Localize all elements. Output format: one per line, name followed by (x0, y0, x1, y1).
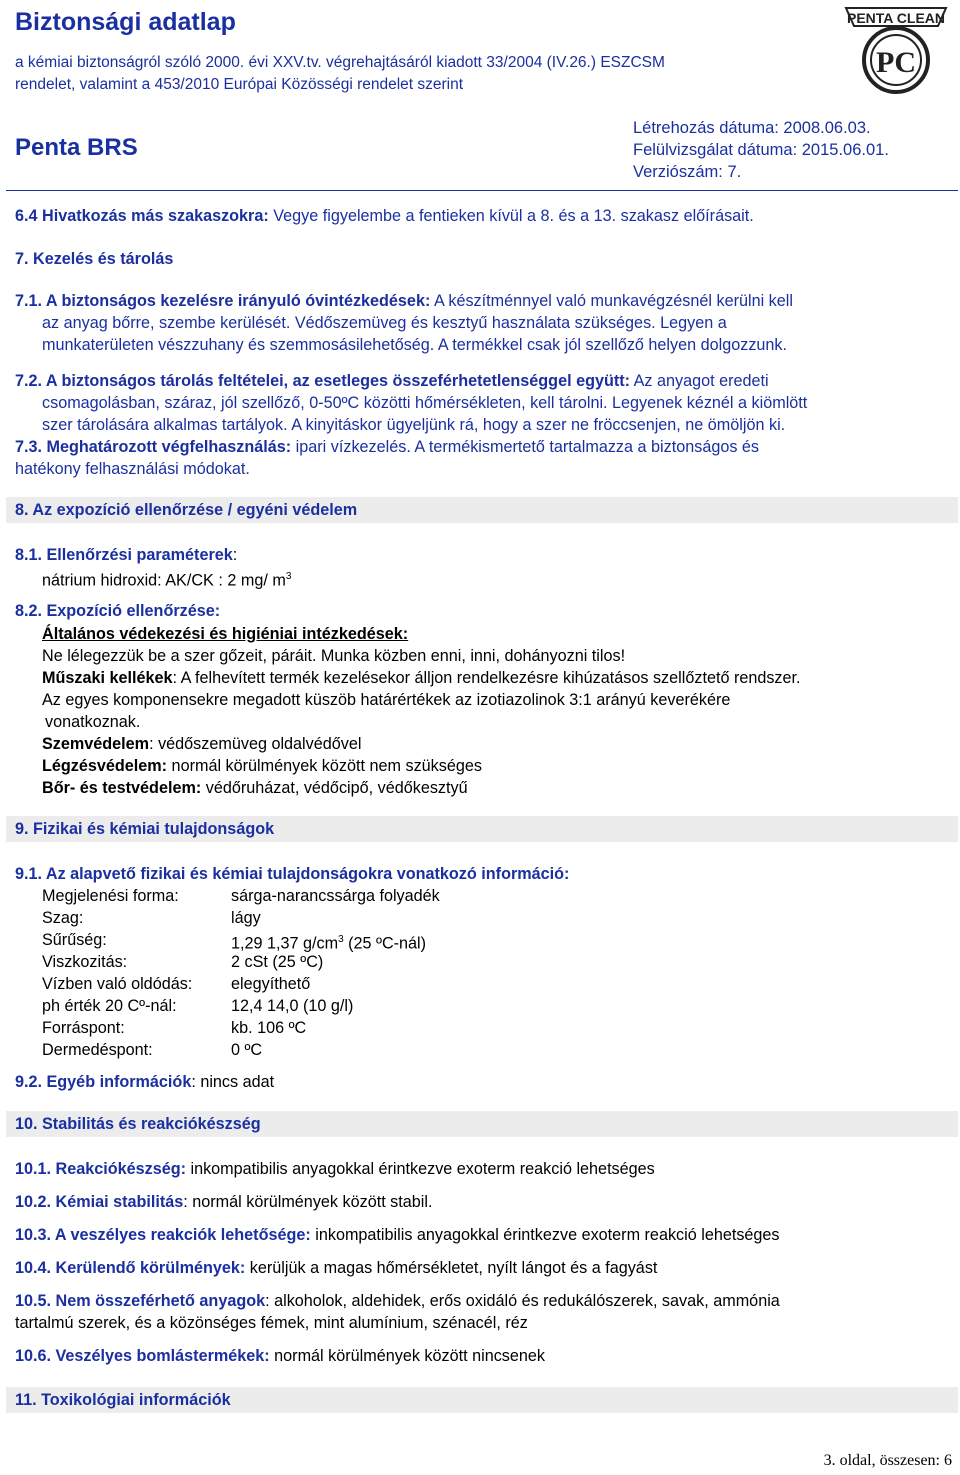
page-number: 3. oldal, összesen: 6 (823, 1452, 952, 1469)
technical-equipment: Műszaki kellékek: A felhevített termék kezelésekor álljon rendelkezésre kihúzatásos szellőztető rendszer. (42, 669, 801, 687)
respiratory-protection: Légzésvédelem: normál körülmények között nem szükséges (42, 757, 482, 775)
section-9-2: 9.2. Egyéb információk: nincs adat (15, 1073, 275, 1091)
eye-protection: Szemvédelem: védőszemüveg oldalvédővel (42, 735, 362, 753)
section-7-title: 7. Kezelés és tárolás (15, 250, 174, 268)
section-7-1-label: 7.1. A biztonságos kezelésre irányuló óvintézkedések: (15, 292, 431, 310)
section-9-2-label: 9.2. Egyéb információk (15, 1073, 192, 1091)
limit-values-line-1: Az egyes komponensekre megadott küszöb határértékek az izotiazolinok 3:1 arányú keverékére (42, 691, 731, 709)
section-10-item-text: inkompatibilis anyagokkal érintkezve exoterm reakció lehetséges (185, 1160, 655, 1178)
product-name: Penta BRS (15, 134, 138, 161)
property-label: Sűrűség: (42, 931, 107, 949)
property-label: Szag: (42, 909, 84, 927)
section-10-item (15, 1192, 432, 1212)
property-value: sárga-narancssárga folyadék (231, 887, 440, 905)
section-10-item-label: 10.6. Veszélyes bomlástermékek: (15, 1347, 270, 1365)
section-11-title: 11. Toxikológiai információk (15, 1391, 231, 1409)
section-10-item (15, 1159, 655, 1179)
property-label: Megjelenési forma: (42, 887, 179, 905)
section-7-2-label: 7.2. A biztonságos tárolás feltételei, az esetleges összeférhetetlenséggel együtt: (15, 372, 631, 390)
property-value: kb. 106 ºC (231, 1019, 307, 1037)
property-value: 0 ºC (231, 1041, 263, 1059)
section-8-title: 8. Az expozíció ellenőrzése / egyéni védelem (15, 501, 358, 519)
section-8-2-label: 8.2. Expozíció ellenőrzése: (15, 602, 221, 620)
property-label: Vízben való oldódás: (42, 975, 193, 993)
property-value: elegyíthető (231, 975, 311, 993)
penta-clean-logo-icon (838, 0, 954, 100)
property-value: 1,29 1,37 $g/cm^3$ (25 ºC-nál) (231, 934, 427, 953)
regulation-line-2: rendelet, valamint a 453/2010 Európai Közösségi rendelet szerint (15, 76, 464, 93)
svg-text:PENTA CLEAN: PENTA CLEAN (847, 10, 945, 26)
section-9-title: 9. Fizikai és kémiai tulajdonságok (15, 820, 275, 838)
section-10-item (15, 1258, 657, 1278)
section-7-1-line-2: az anyag bőrre, szembe kerülését. Védőszemüveg és kesztyű használata szükséges. Legyen a (42, 314, 727, 332)
section-9-1-label: 9.1. Az alapvető fizikai és kémiai tulajdonságokra vonatkozó információ: (15, 865, 570, 883)
section-10-item-text: normál körülmények között nincsenek (269, 1347, 545, 1365)
section-6-4-text: Vegye figyelembe a fentieken kívül a 8. és a 13. szakasz előírásait. (268, 207, 754, 225)
section-10-item-text: : normál körülmények között stabil. (183, 1193, 433, 1211)
revised-date: Felülvizsgálat dátuma: 2015.06.01. (633, 141, 889, 159)
section-10-item-label: 10.5. Nem összeférhető anyagok (15, 1292, 266, 1310)
skin-protection: Bőr- és testvédelem: védőruházat, védőcipő, védőkesztyű (42, 779, 468, 797)
section-7-2-line-3: szer tárolására alkalmas tartályok. A kinyitáskor ügyeljünk rá, hogy a szer ne fröccsenjen, ne ömöljön ki. (42, 416, 786, 434)
section-10-item (15, 1346, 545, 1366)
section-10-item-label: 10.4. Kerülendő körülmények: (15, 1259, 246, 1277)
section-10-item-text: : alkoholok, aldehidek, erős oxidáló és redukálószerek, savak, ammónia (265, 1292, 780, 1310)
section-10-item-label: 10.3. A veszélyes reakciók lehetősége: (15, 1226, 311, 1244)
section-8-1-line: 8.1. Ellenőrzési paraméterek: (15, 546, 238, 564)
section-7-3-label: 7.3. Meghatározott végfelhasználás: (15, 438, 292, 456)
section-6-4-label: 6.4 Hivatkozás más szakaszokra: (15, 207, 269, 225)
section-10-title: 10. Stabilitás és reakciókészség (15, 1115, 261, 1133)
section-7-2-line-1: 7.2. A biztonságos tárolás feltételei, az esetleges összeférhetetlenséggel együtt: Az anyagot eredeti (15, 372, 769, 390)
version-number: Verziószám: 7. (633, 163, 742, 181)
svg-text:PC: PC (876, 46, 916, 79)
section-6-4 (15, 206, 754, 226)
property-value: lágy (231, 909, 261, 927)
section-8-1-value: nátrium hidroxid: AK/CK : 2 mg/ $m^3$ (42, 571, 292, 590)
section-10-item (15, 1225, 780, 1245)
created-date: Létrehozás dátuma: 2008.06.03. (633, 119, 871, 137)
property-value: 12,4 14,0 (10 g/l) (231, 997, 354, 1015)
section-10-item (15, 1291, 780, 1311)
section-10-item-label: 10.1. Reakciókészség: (15, 1160, 186, 1178)
header-divider (6, 190, 958, 191)
section-8-1-label: 8.1. Ellenőrzési paraméterek (15, 546, 233, 564)
section-7-1-line-1: 7.1. A biztonságos kezelésre irányuló óvintézkedések: A készítménnyel való munkavégzésnél kerülni kell (15, 292, 793, 310)
property-label: Viszkozitás: (42, 953, 128, 971)
property-label: Forráspont: (42, 1019, 125, 1037)
property-label: Dermedéspont: (42, 1041, 153, 1059)
regulation-line-1: a kémiai biztonságról szóló 2000. évi XXV.tv. végrehajtásáról kiadott 33/2004 (IV.26.) ESZCSM (15, 54, 665, 71)
section-10-item-text: kerüljük a magas hőmérsékletet, nyílt lángot és a fagyást (245, 1259, 658, 1277)
section-7-1-line-3: munkaterületen vészzuhany és szemmosásilehetőség. A termékkel csak jól szellőző helyen dolgozzunk. (42, 336, 788, 354)
section-7-3-line-1: 7.3. Meghatározott végfelhasználás: ipari vízkezelés. A termékismertető tartalmazza a biztonságos és (15, 438, 760, 456)
general-measures-text: Ne lélegezzük be a szer gőzeit, páráit. Munka közben enni, inni, dohányozni tilos! (42, 647, 626, 665)
section-10-item-text: inkompatibilis anyagokkal érintkezve exoterm reakció lehetséges (310, 1226, 780, 1244)
document-title: Biztonsági adatlap (15, 8, 236, 36)
limit-values-line-2: vonatkoznak. (45, 713, 141, 731)
section-7-2-line-2: csomagolásban, száraz, jól szellőző, 0-50ºC közötti hőmérsékleten, kell tárolni. Legyenek kéznél a kiömlött (42, 394, 808, 412)
general-measures-label: Általános védekezési és higiéniai intézkedések: (42, 625, 409, 643)
property-label: ph érték 20 Cº-nál: (42, 997, 177, 1015)
section-7-3-line-2: hatékony felhasználási módokat. (15, 460, 250, 478)
section-10-5-line-2: tartalmú szerek, és a közönséges fémek, mint alumínium, szénacél, réz (15, 1314, 528, 1332)
section-10-item-label: 10.2. Kémiai stabilitás (15, 1193, 184, 1211)
property-value: 2 cSt (25 ºC) (231, 953, 324, 971)
